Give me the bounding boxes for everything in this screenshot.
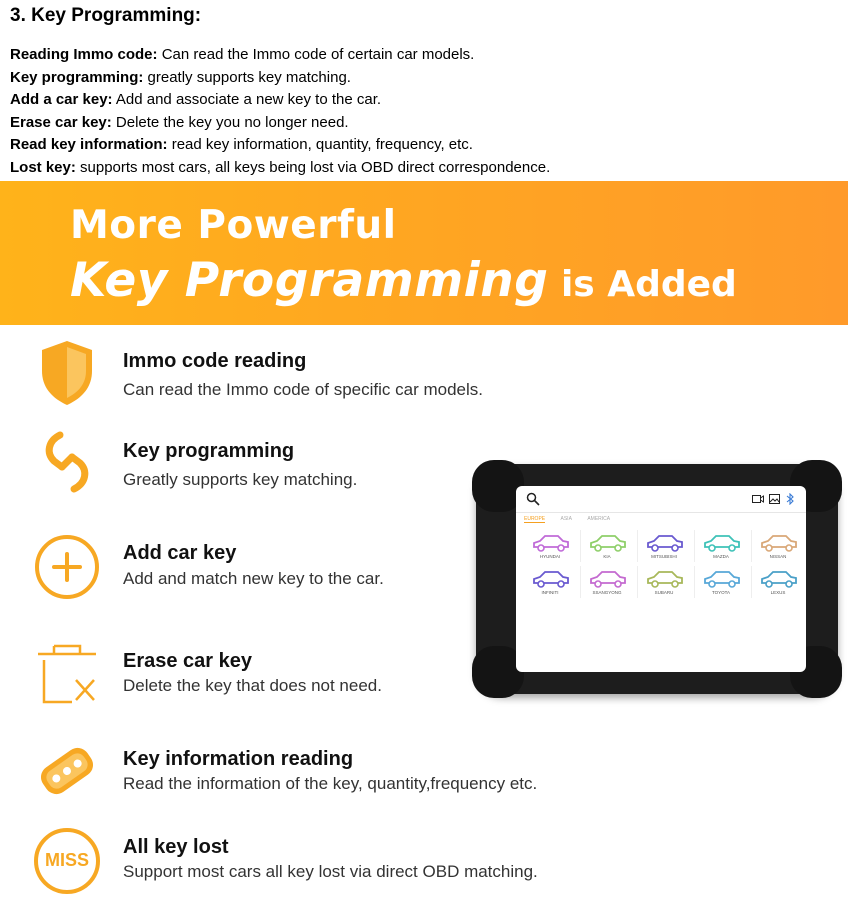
banner-emphasis: Key Programming bbox=[70, 253, 549, 308]
section-title: 3. Key Programming: bbox=[10, 5, 202, 26]
feature-desc: Add and associate a new key to the car. bbox=[112, 91, 382, 108]
car-icon bbox=[702, 569, 742, 589]
brand-label: TOYOTA bbox=[711, 590, 731, 595]
brand-tile[interactable] bbox=[579, 530, 638, 562]
feature-title: All key lost bbox=[123, 836, 229, 858]
feature-immo-code bbox=[0, 335, 848, 425]
brand-label: LEXUS bbox=[770, 590, 786, 595]
car-icon bbox=[531, 569, 571, 589]
car-icon bbox=[645, 533, 685, 553]
feature-list-item bbox=[10, 67, 550, 90]
image-icon[interactable] bbox=[769, 494, 780, 504]
feature-desc: read key information, quantity, frequency, etc. bbox=[167, 136, 473, 153]
brand-tile[interactable] bbox=[636, 530, 695, 562]
feature-desc: greatly supports key matching. bbox=[143, 68, 351, 86]
feature-description: Add and match new key to the car. bbox=[123, 569, 384, 588]
feature-description: Read the information of the key, quantity,frequency etc. bbox=[123, 774, 538, 793]
feature-description: Delete the key that does not need. bbox=[123, 676, 382, 695]
camera-icon[interactable] bbox=[752, 494, 764, 504]
feature-key-information bbox=[0, 734, 848, 824]
feature-title: Key information reading bbox=[123, 748, 354, 770]
link-icon bbox=[32, 427, 102, 497]
tab-america[interactable]: AMERICA bbox=[587, 516, 611, 522]
brand-tile[interactable] bbox=[750, 530, 806, 562]
bluetooth-icon[interactable] bbox=[786, 493, 794, 505]
feature-desc: Can read the Immo code of certain car models. bbox=[157, 46, 475, 63]
tab-europe[interactable]: EUROPE bbox=[524, 516, 546, 522]
brand-label: MAZDA bbox=[713, 554, 729, 559]
brand-tile[interactable] bbox=[579, 566, 638, 598]
feature-desc: Delete the key you no longer need. bbox=[111, 113, 349, 131]
banner-rest: is Added bbox=[548, 264, 737, 305]
search-icon[interactable] bbox=[526, 492, 540, 506]
brand-tile[interactable] bbox=[750, 566, 806, 598]
feature-list-item bbox=[10, 134, 550, 157]
feature-list bbox=[10, 44, 550, 179]
car-icon bbox=[588, 569, 628, 589]
brand-tile[interactable] bbox=[693, 530, 752, 562]
car-icon bbox=[531, 533, 571, 553]
feature-list-item bbox=[10, 44, 550, 67]
screen-toolbar bbox=[516, 486, 806, 513]
car-key-fob-icon bbox=[32, 736, 102, 806]
feature-term: Lost key: bbox=[10, 158, 76, 176]
feature-term: Add a car key: bbox=[10, 91, 113, 108]
brand-tile[interactable] bbox=[522, 566, 581, 598]
feature-term: Erase car key: bbox=[10, 113, 112, 131]
feature-all-key-lost bbox=[0, 824, 848, 914]
car-icon bbox=[702, 533, 742, 553]
feature-title: Erase car key bbox=[123, 650, 253, 672]
car-icon bbox=[588, 533, 628, 553]
feature-term: Key programming: bbox=[10, 68, 144, 86]
brand-tile[interactable] bbox=[693, 566, 752, 598]
feature-list-item bbox=[10, 112, 550, 135]
feature-title: Key programming bbox=[123, 440, 295, 462]
feature-description: Can read the Immo code of specific car models. bbox=[123, 380, 483, 399]
banner-subheadline bbox=[70, 253, 737, 308]
feature-term: Read key information: bbox=[10, 136, 168, 153]
brand-tile[interactable] bbox=[522, 530, 581, 562]
region-tabs bbox=[524, 516, 624, 523]
promo-banner bbox=[0, 181, 848, 325]
brand-label: HYUNDAI bbox=[539, 554, 561, 559]
brand-label: KIA bbox=[603, 554, 611, 559]
plus-circle-icon bbox=[32, 532, 102, 602]
feature-desc: supports most cars, all keys being lost via OBD direct correspondence. bbox=[75, 158, 551, 176]
brand-label: NISSAN bbox=[769, 554, 787, 559]
tablet-screen bbox=[516, 486, 806, 672]
miss-badge-label: MISS bbox=[44, 850, 89, 870]
car-icon bbox=[759, 533, 799, 553]
shield-icon bbox=[32, 337, 102, 407]
brand-label: MITSUBISHI bbox=[651, 554, 677, 559]
feature-term: Reading Immo code: bbox=[10, 46, 158, 63]
feature-list-item bbox=[10, 157, 550, 180]
trash-icon bbox=[32, 638, 102, 708]
car-icon bbox=[759, 569, 799, 589]
feature-list-item bbox=[10, 89, 550, 112]
feature-description: Greatly supports key matching. bbox=[123, 470, 358, 489]
car-icon bbox=[645, 569, 685, 589]
feature-title: Immo code reading bbox=[123, 350, 307, 372]
tab-asia[interactable]: ASIA bbox=[560, 516, 572, 522]
brand-label: SSANGYONG bbox=[592, 590, 622, 595]
feature-title: Add car key bbox=[123, 542, 237, 564]
brand-label: SUBARU bbox=[654, 590, 674, 595]
tablet-device bbox=[476, 464, 838, 694]
miss-badge-icon bbox=[32, 826, 102, 896]
feature-description: Support most cars all key lost via direct OBD matching. bbox=[123, 862, 538, 881]
banner-headline: More Powerful bbox=[70, 203, 397, 248]
brand-label: INFINITI bbox=[541, 590, 559, 595]
brand-tile[interactable] bbox=[636, 566, 695, 598]
